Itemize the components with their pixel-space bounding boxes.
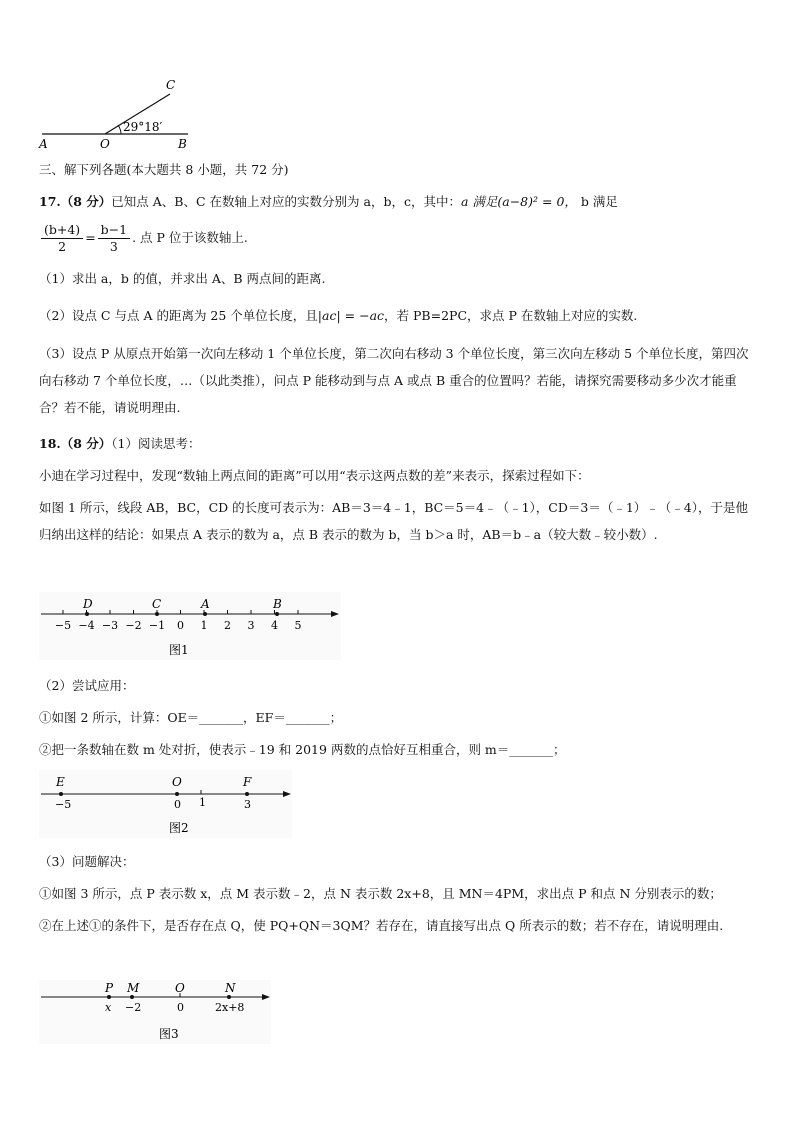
fig1-tick-label: 0 <box>177 619 184 632</box>
fig3-label-o: O <box>175 981 185 995</box>
q17-condition-b: b 满足 <box>580 194 618 209</box>
fig1-tick-label: 4 <box>271 619 278 632</box>
fig3-caption: 图3 <box>159 1027 179 1041</box>
q18-sub3: （3）问题解决： <box>39 854 135 869</box>
fig3-label-m: M <box>127 981 140 995</box>
fig1-point-b: B <box>273 597 282 611</box>
q17-intro-text: 已知点 A、B、C 在数轴上对应的实数分别为 a，b，c，其中： <box>111 194 461 209</box>
fig3-tick-2x-plus-8: 2x+8 <box>215 1001 245 1014</box>
fig1-point-a: A <box>201 597 210 611</box>
q18-question-3-2: ②在上述①的条件下，是否存在点 Q，使 PQ+QN＝3QM？若存在，请直接写出点 Q 所表示的数；若不存在，请说明理由. <box>39 918 724 933</box>
angle-label: 29°18′ <box>123 120 163 134</box>
fig1-tick-label: −5 <box>54 619 72 632</box>
fig1-caption: 图1 <box>169 643 189 657</box>
fig2-label-f: F <box>243 775 252 789</box>
q18-question-3-1: ①如图 3 所示，点 P 表示数 x，点 M 表示数﹣2，点 N 表示数 2x+8，且 MN＝4PM，求出点 P 和点 N 分别表示的数； <box>39 886 722 901</box>
fig1-tick-label: 1 <box>200 619 208 632</box>
fig3-tick-minus2: −2 <box>125 1001 142 1014</box>
q18-sub2: （2）尝试应用： <box>39 678 135 693</box>
figure-2 <box>39 770 292 838</box>
q18-number: 18.（8 分） <box>39 436 112 451</box>
q17-part3: （3）设点 P 从原点开始第一次向左移动 1 个单位长度，第二次向右移动 3 个单位长度，第三次向左移动 5 个单位长度，第四次向右移动 7 个单位长度，…（以此类推），问点 P 能移动到与点 A 或点 B 重合的位置吗？若能，请探究需要移动多少次才能重合？若不能，请说明理由. <box>39 346 749 415</box>
fig3-tick-x: x <box>105 1001 112 1014</box>
q17-condition-a: a 满足(a−8)² = 0， <box>460 194 577 209</box>
fig1-tick-label: −2 <box>125 619 142 632</box>
fraction-left: $\frac{(b+4)}{2}$ <box>41 222 83 255</box>
fig2-tick-0: 0 <box>174 798 181 811</box>
fig2-tick-1: 1 <box>199 796 206 809</box>
fig1-tick-label: 2 <box>224 619 231 632</box>
fig3-label-p: P <box>105 981 114 995</box>
fig1-point-d: D <box>83 597 93 611</box>
q17-number: 17.（8 分） <box>39 194 112 209</box>
q17-intro-end: . 点 P 位于该数轴上. <box>132 230 248 245</box>
fig1-tick-label: 5 <box>294 619 302 632</box>
fig1-tick-label: −1 <box>148 619 166 632</box>
q17-part1: （1）求出 a，b 的值，并求出 A、B 两点间的距离. <box>39 271 326 286</box>
fig3-label-n: N <box>225 981 236 995</box>
q18-paragraph-2: 如图 1 所示，线段 AB，BC，CD 的长度可表示为：AB＝3＝4﹣1，BC＝5＝4﹣（﹣1），CD＝3＝（﹣1）﹣（﹣4），于是他归纳出这样的结论：如果点 A 表示的数为 a，点 B 表示的数为 b，当 b＞a 时，AB＝b﹣a（较大数﹣较小数）. <box>39 500 748 542</box>
fraction-right: $\frac{b-1}{3}$ <box>98 222 130 255</box>
fig1-tick-label: 3 <box>247 619 255 632</box>
angle-figure <box>30 76 200 152</box>
fig2-label-o: O <box>172 775 182 789</box>
point-label-c: C <box>166 78 176 92</box>
figure-1 <box>39 592 341 660</box>
point-label-b: B <box>178 137 187 151</box>
q18-question-2-2: ②把一条数轴在数 m 处对折，使表示﹣19 和 2019 两数的点恰好互相重合，则 m＝_______； <box>39 742 566 757</box>
fig2-tick-3: 3 <box>244 798 251 811</box>
fig2-label-e: E <box>56 775 65 789</box>
fig1-tick-label: −3 <box>101 619 119 632</box>
fig2-tick-minus5: −5 <box>55 798 72 811</box>
point-label-a: A <box>39 137 48 151</box>
point-label-o: O <box>100 137 110 151</box>
fig3-tick-0: 0 <box>177 1001 184 1014</box>
fig1-tick-label: −4 <box>78 619 95 632</box>
equals-sign: = <box>85 230 96 245</box>
q18-question-2-1: ①如图 2 所示，计算：OE＝_______，EF＝_______； <box>39 710 343 725</box>
q18-sub1: （1）阅读思考： <box>111 436 201 451</box>
section-heading: 三、解下列各题(本大题共 8 小题，共 72 分) <box>39 162 289 177</box>
q17-intro <box>39 188 759 215</box>
fig1-point-c: C <box>152 597 162 611</box>
q18-paragraph-1: 小迪在学习过程中，发现“数轴上两点间的距离”可以用“表示这两点数的差”来表示，探索过程如下： <box>39 468 590 483</box>
q17-part2-math: |ac| = −ac <box>317 308 385 323</box>
figure-3 <box>39 980 271 1044</box>
q18-heading <box>39 430 759 457</box>
fig2-caption: 图2 <box>169 821 189 835</box>
q17-equation-line <box>39 222 759 255</box>
q17-part2: （2）设点 C 与点 A 的距离为 25 个单位长度，且|ac| = −ac，若 PB=2PC，求点 P 在数轴上对应的实数. <box>39 308 638 323</box>
